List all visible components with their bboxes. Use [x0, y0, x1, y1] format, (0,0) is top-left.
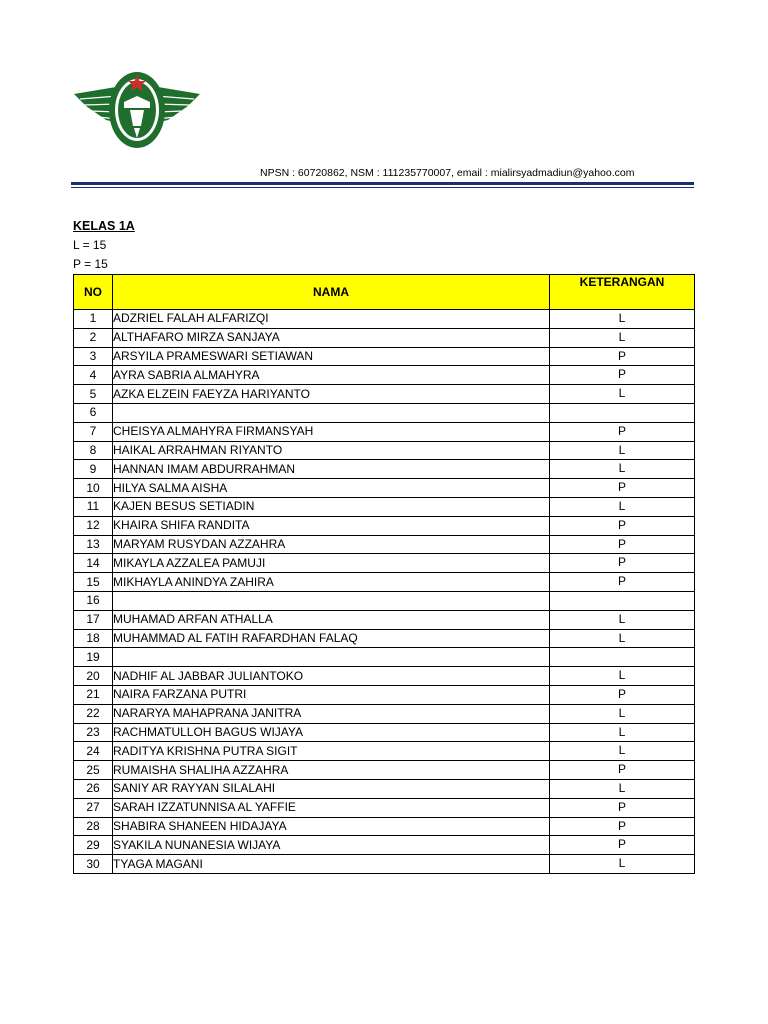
table-row	[74, 385, 695, 404]
student-gender	[550, 591, 695, 610]
row-number: 24	[74, 742, 113, 761]
table-row	[74, 535, 695, 554]
row-number: 3	[74, 347, 113, 366]
student-gender: L	[550, 723, 695, 742]
student-name: NAIRA FARZANA PUTRI	[113, 685, 550, 704]
table-row	[74, 610, 695, 629]
student-gender: P	[550, 479, 695, 498]
student-gender: P	[550, 573, 695, 592]
row-number: 17	[74, 610, 113, 629]
student-gender: P	[550, 366, 695, 385]
table-row	[74, 667, 695, 686]
table-body	[74, 310, 695, 874]
student-gender	[550, 403, 695, 422]
school-logo	[72, 66, 202, 152]
student-name: AZKA ELZEIN FAEYZA HARIYANTO	[113, 385, 550, 404]
student-gender: P	[550, 535, 695, 554]
table-row	[74, 328, 695, 347]
row-number: 18	[74, 629, 113, 648]
student-name: ARSYILA PRAMESWARI SETIAWAN	[113, 347, 550, 366]
table-row	[74, 836, 695, 855]
student-gender: L	[550, 742, 695, 761]
student-gender: L	[550, 328, 695, 347]
student-name: MIKHAYLA ANINDYA ZAHIRA	[113, 573, 550, 592]
table-row	[74, 685, 695, 704]
student-name	[113, 648, 550, 667]
student-gender: P	[550, 347, 695, 366]
table-row	[74, 422, 695, 441]
row-number: 9	[74, 460, 113, 479]
student-name: MUHAMMAD AL FATIH RAFARDHAN FALAQ	[113, 629, 550, 648]
student-gender: P	[550, 836, 695, 855]
student-name: HILYA SALMA AISHA	[113, 479, 550, 498]
student-gender: P	[550, 554, 695, 573]
table-header-row	[74, 275, 695, 310]
student-name: ADZRIEL FALAH ALFARIZQI	[113, 310, 550, 329]
student-name: AYRA SABRIA ALMAHYRA	[113, 366, 550, 385]
student-name	[113, 591, 550, 610]
student-name: KAJEN BESUS SETIADIN	[113, 497, 550, 516]
row-number: 2	[74, 328, 113, 347]
row-number: 23	[74, 723, 113, 742]
table-row	[74, 742, 695, 761]
column-header-no: NO	[74, 275, 113, 310]
student-name: RUMAISHA SHALIHA AZZAHRA	[113, 761, 550, 780]
table-row	[74, 648, 695, 667]
table-row	[74, 366, 695, 385]
table-row	[74, 347, 695, 366]
student-gender	[550, 648, 695, 667]
table-row	[74, 460, 695, 479]
student-name: HAIKAL ARRAHMAN RIYANTO	[113, 441, 550, 460]
row-number: 27	[74, 798, 113, 817]
student-name: MARYAM RUSYDAN AZZAHRA	[113, 535, 550, 554]
row-number: 12	[74, 516, 113, 535]
student-gender: L	[550, 610, 695, 629]
class-title: KELAS 1A	[73, 219, 135, 233]
table-row	[74, 798, 695, 817]
table-row	[74, 761, 695, 780]
row-number: 11	[74, 497, 113, 516]
table-row	[74, 554, 695, 573]
column-header-keterangan: KETERANGAN	[550, 275, 695, 310]
student-gender: P	[550, 798, 695, 817]
student-name: SANIY AR RAYYAN SILALAHI	[113, 779, 550, 798]
table-row	[74, 629, 695, 648]
student-gender: L	[550, 460, 695, 479]
row-number: 1	[74, 310, 113, 329]
student-name: RADITYA KRISHNA PUTRA SIGIT	[113, 742, 550, 761]
row-number: 29	[74, 836, 113, 855]
student-gender: P	[550, 761, 695, 780]
row-number: 14	[74, 554, 113, 573]
table-row	[74, 516, 695, 535]
student-gender: P	[550, 685, 695, 704]
school-contact-line: NPSN : 60720862, NSM : 111235770007, email : mialirsyadmadiun@yahoo.com	[260, 167, 635, 179]
table-row	[74, 817, 695, 836]
row-number: 28	[74, 817, 113, 836]
female-count: P = 15	[73, 257, 108, 271]
student-name: ALTHAFARO MIRZA SANJAYA	[113, 328, 550, 347]
row-number: 19	[74, 648, 113, 667]
table-row	[74, 704, 695, 723]
student-gender: L	[550, 497, 695, 516]
student-name: MUHAMAD ARFAN ATHALLA	[113, 610, 550, 629]
student-gender: L	[550, 779, 695, 798]
student-gender: P	[550, 422, 695, 441]
student-name: KHAIRA SHIFA RANDITA	[113, 516, 550, 535]
row-number: 4	[74, 366, 113, 385]
student-gender: P	[550, 817, 695, 836]
row-number: 8	[74, 441, 113, 460]
student-name: SYAKILA NUNANESIA WIJAYA	[113, 836, 550, 855]
student-roster-table	[73, 274, 695, 874]
row-number: 5	[74, 385, 113, 404]
student-gender: L	[550, 441, 695, 460]
table-row	[74, 403, 695, 422]
row-number: 16	[74, 591, 113, 610]
student-gender: L	[550, 667, 695, 686]
table-row	[74, 723, 695, 742]
student-gender: L	[550, 385, 695, 404]
male-count: L = 15	[73, 238, 107, 252]
row-number: 26	[74, 779, 113, 798]
student-gender: P	[550, 516, 695, 535]
header-rule-thin	[71, 187, 694, 188]
table-row	[74, 479, 695, 498]
student-gender: L	[550, 310, 695, 329]
row-number: 25	[74, 761, 113, 780]
row-number: 15	[74, 573, 113, 592]
header-rule-thick	[71, 182, 694, 185]
student-name: MIKAYLA AZZALEA PAMUJI	[113, 554, 550, 573]
student-name	[113, 403, 550, 422]
table-row	[74, 855, 695, 874]
row-number: 6	[74, 403, 113, 422]
student-name: CHEISYA ALMAHYRA FIRMANSYAH	[113, 422, 550, 441]
row-number: 7	[74, 422, 113, 441]
table-row	[74, 310, 695, 329]
table-row	[74, 497, 695, 516]
table-row	[74, 573, 695, 592]
student-name: NADHIF AL JABBAR JULIANTOKO	[113, 667, 550, 686]
student-name: TYAGA MAGANI	[113, 855, 550, 874]
student-name: RACHMATULLOH BAGUS WIJAYA	[113, 723, 550, 742]
table-row	[74, 779, 695, 798]
student-name: SARAH IZZATUNNISA AL YAFFIE	[113, 798, 550, 817]
column-header-nama: NAMA	[113, 275, 550, 310]
student-gender: L	[550, 704, 695, 723]
row-number: 20	[74, 667, 113, 686]
student-name: HANNAN IMAM ABDURRAHMAN	[113, 460, 550, 479]
row-number: 10	[74, 479, 113, 498]
row-number: 21	[74, 685, 113, 704]
row-number: 30	[74, 855, 113, 874]
student-name: NARARYA MAHAPRANA JANITRA	[113, 704, 550, 723]
student-name: SHABIRA SHANEEN HIDAJAYA	[113, 817, 550, 836]
table-row	[74, 441, 695, 460]
student-gender: L	[550, 855, 695, 874]
student-gender: L	[550, 629, 695, 648]
table-row	[74, 591, 695, 610]
row-number: 13	[74, 535, 113, 554]
row-number: 22	[74, 704, 113, 723]
